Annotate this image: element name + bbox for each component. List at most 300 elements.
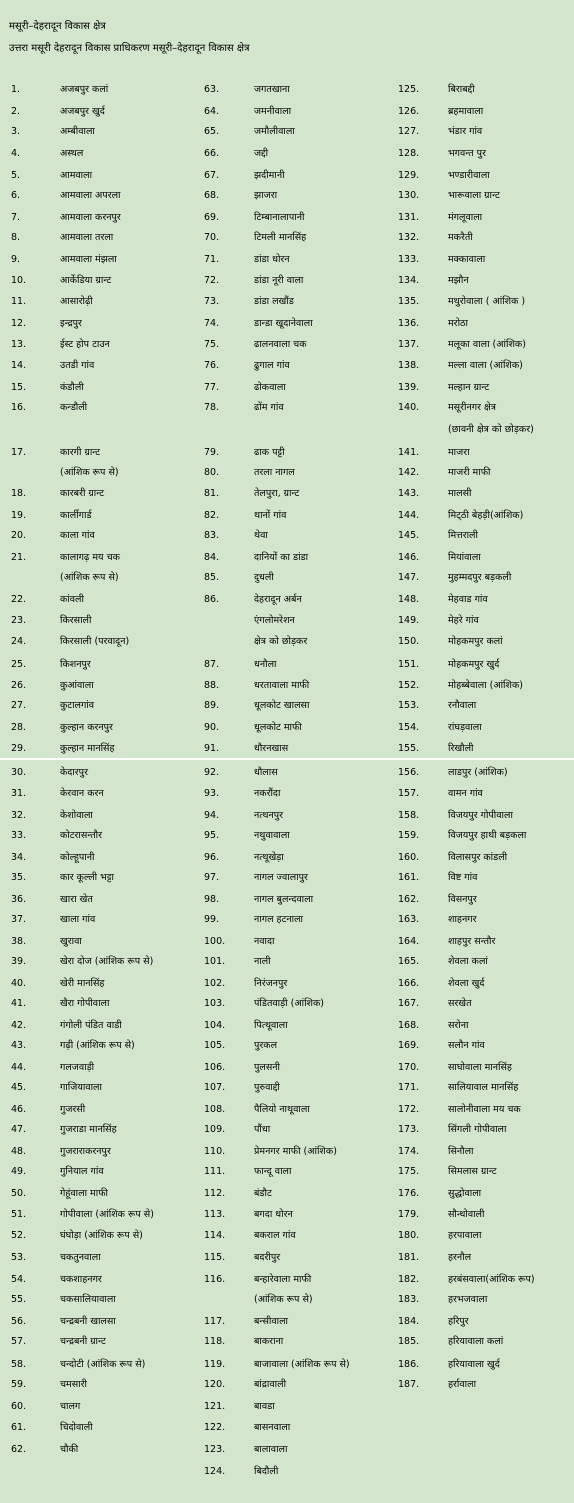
village-name-col1: खेरी मानसिंह (60, 978, 105, 989)
serial-no-col1: 52. (11, 1230, 27, 1241)
village-name-col3: रांघड़वाला (448, 722, 482, 733)
serial-no-col2: 76. (204, 360, 220, 371)
village-name-col1: कन्डौली (60, 402, 88, 413)
serial-no-col3: 128. (398, 148, 420, 159)
village-name-col3: भगवन्त पुर (448, 148, 486, 159)
village-name-col3: सौन्धोवाली (448, 1209, 485, 1220)
village-name-col3: विष्ट गांव (448, 872, 478, 883)
serial-no-col2: 94. (204, 810, 220, 821)
serial-no-col2: 72. (204, 275, 220, 286)
village-name-col1: कुल्हान करनपुर (60, 722, 113, 733)
serial-no-col2: 116. (204, 1274, 226, 1285)
village-name-col3: मक्कावाला (448, 254, 486, 265)
serial-no-col1: 10. (11, 275, 27, 286)
village-name-col2: बगदा धोरन (254, 1209, 293, 1220)
village-name-col1: चकशाहनगर (60, 1274, 102, 1285)
serial-no-col1: 48. (11, 1146, 27, 1157)
serial-no-col2: 88. (204, 680, 220, 691)
list-row (0, 568, 574, 588)
village-name-col2: जद्दी (254, 148, 269, 159)
serial-no-col2: 100. (204, 936, 226, 947)
list-row (0, 1290, 574, 1310)
village-name-col1: कुआंवाला (60, 680, 94, 691)
serial-no-col1: 46. (11, 1104, 27, 1115)
serial-no-col1: 1. (11, 84, 21, 95)
village-name-col3: रिखौली (448, 743, 474, 754)
village-name-col1: कोटरासन्तौर (60, 830, 102, 841)
village-name-col2: धूलकोट माफी (254, 722, 302, 733)
serial-no-col1: 60. (11, 1401, 27, 1412)
list-row (0, 1016, 574, 1036)
serial-no-col3: 183. (398, 1294, 420, 1305)
village-name-col1: कालागढ़ मय चक (60, 552, 120, 563)
serial-no-col1: 38. (11, 936, 27, 947)
village-name-col1: गढ़ी (आंशिक रूप से) (60, 1040, 135, 1051)
village-name-col3: मरोठा (448, 318, 469, 329)
serial-no-col1: 20. (11, 530, 27, 541)
village-name-col3: सालियावाल मानसिंह (448, 1082, 519, 1093)
serial-no-col3: 174. (398, 1146, 420, 1157)
village-name-col2: पुरुवाद्दी (254, 1082, 280, 1093)
village-name-col2: बन्सीवाला (254, 1316, 289, 1327)
village-name-col2: नाली (254, 956, 271, 967)
village-name-col3: मंगलूवाला (448, 212, 483, 223)
serial-no-col3: 156. (398, 767, 420, 778)
serial-no-col1: 45. (11, 1082, 27, 1093)
serial-no-col2: 108. (204, 1104, 226, 1115)
village-name-col2: बासनवाला (254, 1422, 291, 1433)
village-name-col1: गंगोली पंडित वाडी (60, 1020, 122, 1031)
village-name-col2: बाकराना (254, 1336, 284, 1347)
serial-no-col3: 152. (398, 680, 420, 691)
serial-no-col2: 112. (204, 1188, 226, 1199)
serial-no-col2: 99. (204, 914, 220, 925)
list-row (0, 208, 574, 228)
serial-no-col2: 120. (204, 1379, 226, 1390)
village-name-col3: मेहरे गांव (448, 615, 479, 626)
village-name-col2: एंगलोमरेशन (254, 615, 295, 626)
list-row (0, 80, 574, 100)
village-name-col3: भण्डारीवाला (448, 170, 490, 181)
list-row (0, 848, 574, 868)
serial-no-col1: 44. (11, 1062, 27, 1073)
village-name-col2: झदीमानी (254, 170, 285, 181)
village-name-col1: काला गांव (60, 530, 95, 541)
serial-no-col1: 8. (11, 232, 21, 243)
village-name-col1: गलजवाड़ी (60, 1062, 95, 1073)
header-title: मसूरी–देहरादून विकास क्षेत्र (9, 21, 106, 32)
village-name-col3: माजरा (448, 447, 470, 458)
serial-no-col3: 155. (398, 743, 420, 754)
serial-no-col3: 153. (398, 700, 420, 711)
serial-no-col1: 16. (11, 402, 27, 413)
village-name-col1: गुजरसी (60, 1104, 86, 1115)
village-name-col2: तेलपुरा, ग्रान्ट (254, 488, 300, 499)
serial-no-col2: 65. (204, 126, 220, 137)
serial-no-col2: 86. (204, 594, 220, 605)
village-name-col3: शाहपुर सन्तौर (448, 936, 496, 947)
serial-no-col2: 84. (204, 552, 220, 563)
serial-no-col2: 122. (204, 1422, 226, 1433)
serial-no-col2: 83. (204, 530, 220, 541)
village-name-col1: चालग (60, 1401, 81, 1412)
serial-no-col1: 62. (11, 1444, 27, 1455)
village-name-col2: जमनीवाला (254, 106, 292, 117)
serial-no-col3: 162. (398, 894, 420, 905)
serial-no-col3: 186. (398, 1359, 420, 1370)
village-name-col1: उतडी गांव (60, 360, 95, 371)
village-name-col2: देहरादून अर्बन (254, 594, 302, 605)
serial-no-col3: 150. (398, 636, 420, 647)
list-row (0, 506, 574, 526)
village-name-col1: खारा खेत (60, 894, 93, 905)
serial-no-col1: 4. (11, 148, 21, 159)
village-name-col1: आर्केडिया ग्रान्ट (60, 275, 112, 286)
list-row (0, 356, 574, 376)
serial-no-col1: 32. (11, 810, 27, 821)
village-name-col1: घंघोड़ा (आंशिक रूप से) (60, 1230, 143, 1241)
serial-no-col3: 154. (398, 722, 420, 733)
list-row (0, 611, 574, 631)
village-name-col1: कार कूल्ली भट्टा (60, 872, 114, 883)
serial-no-col3: 181. (398, 1252, 420, 1263)
serial-no-col1: 25. (11, 659, 27, 670)
serial-no-col3: 170. (398, 1062, 420, 1073)
serial-no-col1: 14. (11, 360, 27, 371)
serial-no-col1: 34. (11, 852, 27, 863)
village-name-col3: शेवला कलां (448, 956, 488, 967)
list-row (0, 890, 574, 910)
serial-no-col3: 157. (398, 788, 420, 799)
village-name-col2: नकरौंदा (254, 788, 281, 799)
village-name-col3: हरिपुर (448, 1316, 469, 1327)
list-row (0, 102, 574, 122)
village-name-col1: गुजराडा मानसिंह (60, 1124, 117, 1135)
serial-no-col3: 176. (398, 1188, 420, 1199)
serial-no-col1: 49. (11, 1166, 27, 1177)
serial-no-col2: 69. (204, 212, 220, 223)
serial-no-col2: 89. (204, 700, 220, 711)
village-name-col1: कुल्हान मानसिंह (60, 743, 115, 754)
village-name-col3: सरखेत (448, 998, 472, 1009)
village-name-col2: धरतावाला माफी (254, 680, 310, 691)
list-row (0, 1205, 574, 1225)
village-name-col1: चन्दोटी (आंशिक रूप से) (60, 1359, 146, 1370)
list-row (0, 166, 574, 186)
village-name-col2: ढाक पट्टी (254, 447, 285, 458)
list-row (0, 739, 574, 759)
village-name-col3: मित्तराली (448, 530, 478, 541)
village-name-col3: मोहब्बेवाला (आंशिक) (448, 680, 523, 691)
serial-no-col1: 42. (11, 1020, 27, 1031)
village-name-col3: साघोवाला मानसिंह (448, 1062, 512, 1073)
serial-no-col2: 105. (204, 1040, 226, 1051)
list-row (0, 1036, 574, 1056)
village-name-col3: लाडपुर (आंशिक) (448, 767, 508, 778)
serial-no-col2: 68. (204, 190, 220, 201)
village-name-col3: मोहकमपुर खुर्द (448, 659, 500, 670)
list-row (0, 1418, 574, 1438)
serial-no-col3: 159. (398, 830, 420, 841)
serial-no-col3: 133. (398, 254, 420, 265)
village-name-col2: बावडा (254, 1401, 275, 1412)
village-name-col3: हरबंसवाला(आंशिक रूप) (448, 1274, 535, 1285)
village-name-col1: आमवाला तरला (60, 232, 114, 243)
village-name-col1: केशोवाला (60, 810, 93, 821)
village-name-col3: सालोनीवाला मय चक (448, 1104, 521, 1115)
serial-no-col3: 138. (398, 360, 420, 371)
village-name-col1: किरसाली (परवादून) (60, 636, 130, 647)
serial-no-col3: 165. (398, 956, 420, 967)
serial-no-col3: 147. (398, 572, 420, 583)
serial-no-col1: 3. (11, 126, 21, 137)
serial-no-col1: 54. (11, 1274, 27, 1285)
village-name-col3: सलौन गांव (448, 1040, 485, 1051)
village-name-col1: कारगी ग्रान्ट (60, 447, 101, 458)
serial-no-col2: 114. (204, 1230, 226, 1241)
serial-no-col2: 67. (204, 170, 220, 181)
serial-no-col3: 175. (398, 1166, 420, 1177)
village-name-col2: डांडा लखौंड (254, 296, 294, 307)
list-row (0, 932, 574, 952)
list-row (0, 228, 574, 248)
serial-no-col1: 9. (11, 254, 21, 265)
village-name-col3: सिनौला (448, 1146, 474, 1157)
serial-no-col1: 23. (11, 615, 27, 626)
serial-no-col1: 36. (11, 894, 27, 905)
list-row (0, 806, 574, 826)
serial-no-col2: 93. (204, 788, 220, 799)
village-name-col1: किशनपुर (60, 659, 91, 670)
village-name-col1: गोपीवाला (आंशिक रूप से) (60, 1209, 154, 1220)
list-row (0, 868, 574, 888)
serial-no-col3: 135. (398, 296, 420, 307)
village-name-col2: धौलास (254, 767, 278, 778)
serial-no-col3: 163. (398, 914, 420, 925)
list-row (0, 718, 574, 738)
village-name-col3: विजयपुर गोपीवाला (448, 810, 513, 821)
list-row (0, 122, 574, 142)
serial-no-col1: 55. (11, 1294, 27, 1305)
list-row (0, 1375, 574, 1395)
village-name-col1: (आंशिक रूप से) (60, 572, 119, 583)
village-name-col2: धनौला (254, 659, 277, 670)
village-name-col1: गुजराराकरनपुर (60, 1146, 111, 1157)
village-name-col3: हरपावाला (448, 1230, 482, 1241)
village-name-col3: (छावनी क्षेत्र को छोड़कर) (448, 424, 534, 435)
list-row (0, 952, 574, 972)
village-name-col2: नवादा (254, 936, 275, 947)
serial-no-col1: 7. (11, 212, 21, 223)
serial-no-col2: 75. (204, 339, 220, 350)
list-row (0, 335, 574, 355)
serial-no-col3: 180. (398, 1230, 420, 1241)
list-row (0, 463, 574, 483)
list-row (0, 1355, 574, 1375)
village-name-col2: डांडा नूरी वाला (254, 275, 304, 286)
village-name-col1: चन्द्रबनी खालसा (60, 1316, 116, 1327)
list-row (0, 271, 574, 291)
list-row (0, 378, 574, 398)
list-row (0, 186, 574, 206)
serial-no-col2: 80. (204, 467, 220, 478)
list-row (0, 655, 574, 675)
village-name-col1: कारबरी ग्रान्ट (60, 488, 105, 499)
serial-no-col2: 85. (204, 572, 220, 583)
serial-no-col3: 141. (398, 447, 420, 458)
village-name-col3: हरनौल (448, 1252, 472, 1263)
village-name-col3: रनौवाला (448, 700, 477, 711)
serial-no-col2: 70. (204, 232, 220, 243)
village-name-col3: मोहकमपुर कलां (448, 636, 503, 647)
village-name-col2: निरंजनपुर (254, 978, 288, 989)
serial-no-col1: 12. (11, 318, 27, 329)
serial-no-col3: 173. (398, 1124, 420, 1135)
serial-no-col3: 171. (398, 1082, 420, 1093)
village-name-col2: जगतखाना (254, 84, 290, 95)
village-name-col2: नागल हटनाला (254, 914, 304, 925)
village-name-col1: चकसालियावाला (60, 1294, 116, 1305)
village-name-col1: चमसारी (60, 1379, 87, 1390)
serial-no-col3: 139. (398, 382, 420, 393)
village-name-col3: हरियावाला खुर्द (448, 1359, 500, 1370)
village-name-col3: हरियावाला कलां (448, 1336, 504, 1347)
serial-no-col2: 79. (204, 447, 220, 458)
village-name-col1: आसारोढ़ी (60, 296, 93, 307)
serial-no-col3: 151. (398, 659, 420, 670)
village-name-col2: बांद्रावाली (254, 1379, 287, 1390)
village-name-col1: चन्द्रबनी ग्रान्ट (60, 1336, 106, 1347)
serial-no-col3: 187. (398, 1379, 420, 1390)
serial-no-col3: 137. (398, 339, 420, 350)
serial-no-col2: 92. (204, 767, 220, 778)
serial-no-col2: 95. (204, 830, 220, 841)
serial-no-col2: 97. (204, 872, 220, 883)
serial-no-col2: 78. (204, 402, 220, 413)
header-subtitle: उत्तरा मसूरी देहरादून विकास प्राधिकरण मसूरी–देहरादून विकास क्षेत्र (9, 43, 250, 54)
village-name-col3: हरभजवाला (448, 1294, 488, 1305)
village-name-col1: ईस्ट होप टाउन (60, 339, 110, 350)
serial-no-col1: 5. (11, 170, 21, 181)
village-name-col2: धौरनखास (254, 743, 289, 754)
list-row (0, 1100, 574, 1120)
village-name-col1: इन्द्रपुर (60, 318, 82, 329)
serial-no-col3: 146. (398, 552, 420, 563)
list-row (0, 763, 574, 783)
village-name-col3: मिट्‌ठी बेहड़ी(आंशिक) (448, 510, 524, 521)
serial-no-col3: 148. (398, 594, 420, 605)
serial-no-col1: 35. (11, 872, 27, 883)
village-name-col3: बिराबद्दी (448, 84, 475, 95)
village-name-col1: आमवाला करनपुर (60, 212, 121, 223)
village-name-col3: विलासपुर कांडली (448, 852, 508, 863)
serial-no-col1: 47. (11, 1124, 27, 1135)
list-row (0, 1440, 574, 1460)
list-row (0, 1248, 574, 1268)
serial-no-col1: 59. (11, 1379, 27, 1390)
serial-no-col1: 6. (11, 190, 21, 201)
serial-no-col3: 184. (398, 1316, 420, 1327)
serial-no-col3: 167. (398, 998, 420, 1009)
village-name-col3: हर्रावाला (448, 1379, 477, 1390)
list-row (0, 420, 574, 440)
village-name-col2: दानियों का डांडा (254, 552, 309, 563)
village-name-col2: झाजरा (254, 190, 278, 201)
serial-no-col2: 106. (204, 1062, 226, 1073)
serial-no-col3: 144. (398, 510, 420, 521)
village-name-col1: केरवान करन (60, 788, 104, 799)
serial-no-col1: 40. (11, 978, 27, 989)
village-name-col1: कुटालगांव (60, 700, 95, 711)
serial-no-col1: 17. (11, 447, 27, 458)
village-name-col2: नत्थनपुर (254, 810, 284, 821)
village-name-col2: तरला नागल (254, 467, 295, 478)
serial-no-col3: 130. (398, 190, 420, 201)
serial-no-col2: 81. (204, 488, 220, 499)
serial-no-col2: 74. (204, 318, 220, 329)
serial-no-col1: 18. (11, 488, 27, 499)
serial-no-col3: 142. (398, 467, 420, 478)
serial-no-col1: 27. (11, 700, 27, 711)
serial-no-col3: 161. (398, 872, 420, 883)
village-name-col3: भारूवाला ग्रान्ट (448, 190, 500, 201)
serial-no-col1: 51. (11, 1209, 27, 1220)
serial-no-col1: 26. (11, 680, 27, 691)
list-row (0, 250, 574, 270)
serial-no-col3: 140. (398, 402, 420, 413)
serial-no-col3: 129. (398, 170, 420, 181)
serial-no-col1: 57. (11, 1336, 27, 1347)
village-name-col3: मझौन (448, 275, 469, 286)
serial-no-col1: 2. (11, 106, 21, 117)
serial-no-col3: 158. (398, 810, 420, 821)
serial-no-col3: 182. (398, 1274, 420, 1285)
serial-no-col1: 61. (11, 1422, 27, 1433)
serial-no-col2: 73. (204, 296, 220, 307)
serial-no-col1: 53. (11, 1252, 27, 1263)
serial-no-col2: 77. (204, 382, 220, 393)
serial-no-col1: 28. (11, 722, 27, 733)
village-name-col2: ढालनवाला चक (254, 339, 307, 350)
village-name-col3: मल्ला वाला (आंशिक) (448, 360, 523, 371)
serial-no-col2: 90. (204, 722, 220, 733)
village-name-col1: कंडौली (60, 382, 84, 393)
list-row (0, 484, 574, 504)
village-name-col1: किरसाली (60, 615, 92, 626)
serial-no-col1: 43. (11, 1040, 27, 1051)
village-name-col2: प्रेमनगर माफी (आंशिक) (254, 1146, 337, 1157)
serial-no-col1: 15. (11, 382, 27, 393)
village-name-col1: चौकी (60, 1444, 79, 1455)
village-name-col2: टिमली मानसिंह (254, 232, 307, 243)
village-name-col2: नागल बुलन्दवाला (254, 894, 314, 905)
list-row (0, 1162, 574, 1182)
village-name-col3: शेवला खुर्द (448, 978, 485, 989)
village-name-col1: खुरावा (60, 936, 82, 947)
serial-no-col3: 168. (398, 1020, 420, 1031)
village-name-col1: आमवाला मंझला (60, 254, 117, 265)
village-name-col2: पैलियो नाथूवाला (254, 1104, 310, 1115)
village-name-col1: चिदोवाली (60, 1422, 93, 1433)
serial-no-col2: 87. (204, 659, 220, 670)
village-name-col2: थेवा (254, 530, 268, 541)
village-name-col3: सुद्धोवाला (448, 1188, 482, 1199)
village-name-col2: ढोंम गांव (254, 402, 284, 413)
serial-no-col2: 64. (204, 106, 220, 117)
list-row (0, 784, 574, 804)
village-name-col2: ढुगाल गांव (254, 360, 290, 371)
list-row (0, 696, 574, 716)
